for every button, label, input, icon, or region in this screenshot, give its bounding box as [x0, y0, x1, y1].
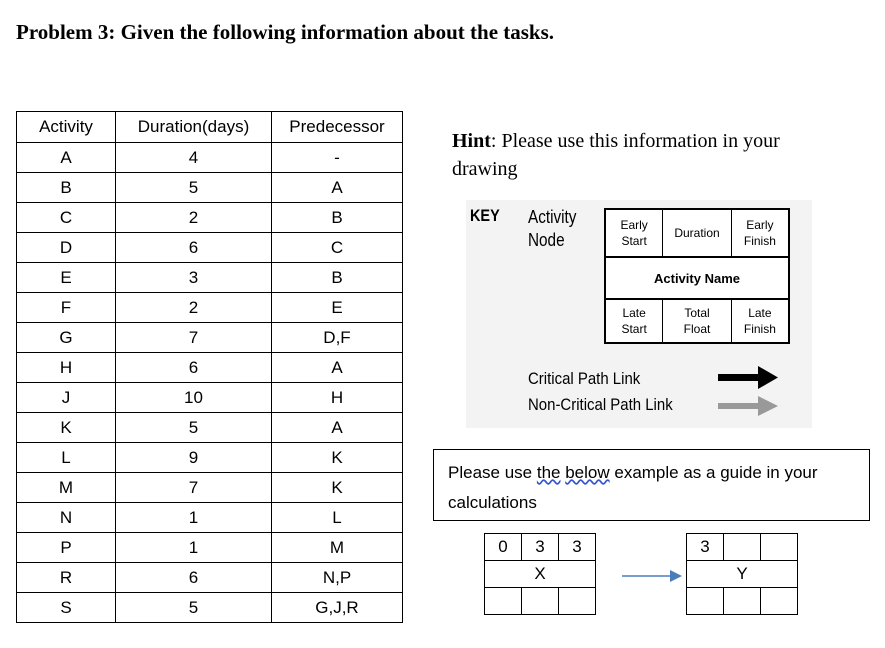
guide-word-below: below — [565, 463, 610, 482]
y-early-finish — [761, 534, 798, 561]
x-duration: 3 — [522, 534, 559, 561]
late-finish-cell: Late Finish — [743, 306, 776, 336]
key-label: KEY — [470, 206, 500, 225]
x-early-start: 0 — [485, 534, 522, 561]
early-start-cell: Early Start — [606, 210, 663, 256]
table-row — [17, 473, 403, 503]
activity-cell: D — [17, 233, 116, 263]
predecessor-cell: K — [272, 473, 403, 503]
table-row — [17, 443, 403, 473]
predecessor-cell: E — [272, 293, 403, 323]
x-activity-name: X — [485, 561, 596, 588]
table-row — [17, 593, 403, 623]
y-late-start — [687, 588, 724, 615]
example-link-arrow-icon — [622, 566, 684, 586]
predecessor-cell: K — [272, 443, 403, 473]
table-row — [17, 383, 403, 413]
activity-cell: S — [17, 593, 116, 623]
total-float-cell: Total Float — [663, 300, 732, 342]
duration-cell: 2 — [116, 203, 272, 233]
predecessor-cell: A — [272, 413, 403, 443]
duration-cell: 6 — [116, 233, 272, 263]
predecessor-cell: N,P — [272, 563, 403, 593]
predecessor-cell: C — [272, 233, 403, 263]
key-legend — [466, 200, 812, 428]
duration-cell: 2 — [116, 293, 272, 323]
example-node-y — [686, 533, 798, 615]
predecessor-cell: G,J,R — [272, 593, 403, 623]
path-link-legend — [528, 366, 673, 418]
activity-cell: H — [17, 353, 116, 383]
activity-cell: E — [17, 263, 116, 293]
hint-text — [452, 127, 832, 183]
activity-node-label — [528, 206, 576, 252]
table-row — [17, 413, 403, 443]
duration-cell: 9 — [116, 443, 272, 473]
predecessor-cell: B — [272, 203, 403, 233]
y-activity-name: Y — [687, 561, 798, 588]
activity-cell: R — [17, 563, 116, 593]
duration-cell: 5 — [116, 593, 272, 623]
predecessor-cell: M — [272, 533, 403, 563]
predecessor-cell: - — [272, 143, 403, 173]
activity-cell: C — [17, 203, 116, 233]
predecessor-cell: H — [272, 383, 403, 413]
duration-cell: Duration — [663, 210, 732, 256]
duration-cell: 1 — [116, 503, 272, 533]
table-row — [17, 323, 403, 353]
activity-name-cell: Activity Name — [606, 258, 788, 300]
predecessor-cell: D,F — [272, 323, 403, 353]
activity-cell: P — [17, 533, 116, 563]
predecessor-cell: B — [272, 263, 403, 293]
activity-cell: K — [17, 413, 116, 443]
table-row — [17, 263, 403, 293]
y-total-float — [724, 588, 761, 615]
table-row — [17, 203, 403, 233]
guide-word-the: the — [536, 463, 561, 482]
table-row — [17, 173, 403, 203]
activity-cell: J — [17, 383, 116, 413]
activity-table — [16, 111, 403, 623]
noncritical-path-label: Non-Critical Path Link — [528, 395, 673, 414]
predecessor-cell: A — [272, 353, 403, 383]
duration-cell: 3 — [116, 263, 272, 293]
noncritical-arrow-icon — [718, 396, 778, 416]
y-duration — [724, 534, 761, 561]
activity-node-line2: Node — [528, 230, 565, 250]
x-late-finish — [559, 588, 596, 615]
activity-node-line1: Activity — [528, 207, 577, 227]
column-header-duration: Duration(days) — [116, 112, 272, 143]
early-finish-cell: Early Finish — [743, 218, 776, 248]
activity-node-diagram — [604, 208, 790, 344]
critical-arrow-icon — [718, 366, 778, 389]
table-row — [17, 233, 403, 263]
table-row — [17, 533, 403, 563]
predecessor-cell: A — [272, 173, 403, 203]
guide-note: Please use the below example as a guide in your calculations — [433, 449, 870, 521]
duration-cell: 5 — [116, 413, 272, 443]
column-header-activity: Activity — [17, 112, 116, 143]
duration-cell: 4 — [116, 143, 272, 173]
activity-cell: B — [17, 173, 116, 203]
duration-cell: 10 — [116, 383, 272, 413]
y-late-finish — [761, 588, 798, 615]
example-node-x — [484, 533, 596, 615]
x-late-start — [485, 588, 522, 615]
table-row — [17, 293, 403, 323]
predecessor-cell: L — [272, 503, 403, 533]
table-header-row — [17, 112, 403, 143]
duration-cell: 6 — [116, 353, 272, 383]
activity-cell: F — [17, 293, 116, 323]
activity-cell: M — [17, 473, 116, 503]
table-row — [17, 563, 403, 593]
activity-cell: N — [17, 503, 116, 533]
duration-cell: 6 — [116, 563, 272, 593]
x-early-finish: 3 — [559, 534, 596, 561]
critical-path-label: Critical Path Link — [528, 369, 641, 388]
duration-cell: 7 — [116, 323, 272, 353]
x-total-float — [522, 588, 559, 615]
hint-label: Hint — [452, 130, 491, 152]
duration-cell: 7 — [116, 473, 272, 503]
table-row — [17, 503, 403, 533]
activity-cell: L — [17, 443, 116, 473]
link-arrows — [718, 366, 780, 422]
problem-title: Problem 3: Given the following information about the tasks. — [16, 20, 555, 44]
duration-cell: 5 — [116, 173, 272, 203]
activity-cell: G — [17, 323, 116, 353]
late-start-cell: Late Start — [606, 300, 663, 342]
y-early-start: 3 — [687, 534, 724, 561]
duration-cell: 1 — [116, 533, 272, 563]
table-row — [17, 143, 403, 173]
hint-body: : Please use this information in your drawing — [452, 130, 780, 180]
table-row — [17, 353, 403, 383]
activity-cell: A — [17, 143, 116, 173]
column-header-predecessor: Predecessor — [272, 112, 403, 143]
